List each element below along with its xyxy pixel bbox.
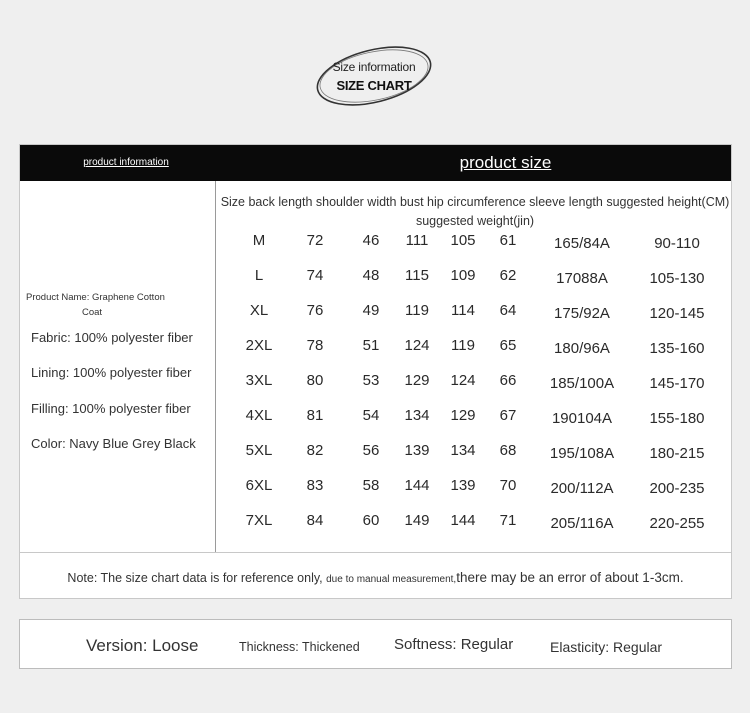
size-cell-shoulder-width: 58 bbox=[362, 477, 380, 494]
product-name bbox=[26, 290, 186, 320]
size-cell-shoulder-width: 49 bbox=[362, 302, 380, 319]
size-cell-shoulder-width: 60 bbox=[362, 512, 380, 529]
size-cell-back-length: 82 bbox=[306, 442, 324, 459]
product-name-line2: Coat bbox=[82, 307, 103, 318]
size-cell-height: 195/108A bbox=[549, 445, 615, 462]
size-cell-height: 17088A bbox=[556, 270, 608, 287]
size-cell-sleeve-length: 66 bbox=[499, 372, 517, 389]
size-cell-sleeve-length: 61 bbox=[499, 232, 517, 249]
size-cell-shoulder-width: 54 bbox=[362, 407, 380, 424]
size-cell-size: 5XL bbox=[245, 442, 273, 459]
size-cell-back-length: 81 bbox=[306, 407, 324, 424]
size-cell-weight: 200-235 bbox=[649, 480, 705, 497]
note-part2: due to manual measurement, bbox=[326, 574, 457, 585]
size-cell-height: 175/92A bbox=[554, 305, 610, 322]
size-cell-hip: 144 bbox=[450, 512, 476, 529]
size-cell-shoulder-width: 53 bbox=[362, 372, 380, 389]
size-cell-bust: 124 bbox=[404, 337, 430, 354]
size-cell-hip: 139 bbox=[450, 477, 476, 494]
softness-spec: Softness: Regular bbox=[394, 636, 514, 653]
size-cell-bust: 139 bbox=[404, 442, 430, 459]
note-part1: Note: The size chart data is for reference only, bbox=[67, 571, 327, 585]
size-cell-back-length: 74 bbox=[306, 267, 324, 284]
size-cell-bust: 119 bbox=[405, 302, 429, 319]
size-cell-weight: 90-110 bbox=[654, 235, 700, 252]
size-cell-sleeve-length: 67 bbox=[499, 407, 517, 424]
size-cell-size: 4XL bbox=[245, 407, 273, 424]
size-cell-back-length: 83 bbox=[306, 477, 324, 494]
product-size-heading: product size bbox=[459, 153, 552, 172]
size-cell-hip: 109 bbox=[450, 267, 476, 284]
size-cell-back-length: 72 bbox=[306, 232, 324, 249]
size-cell-weight: 220-255 bbox=[649, 515, 705, 532]
logo-ellipse-icon bbox=[312, 40, 436, 112]
size-cell-weight: 120-145 bbox=[649, 305, 705, 322]
size-cell-sleeve-length: 68 bbox=[499, 442, 517, 459]
size-cell-bust: 149 bbox=[404, 512, 430, 529]
size-cell-hip: 124 bbox=[450, 372, 476, 389]
size-cell-weight: 105-130 bbox=[649, 270, 705, 287]
size-cell-size: M bbox=[252, 232, 266, 249]
product-name-line1: Product Name: Graphene Cotton bbox=[26, 292, 165, 303]
size-cell-height: 165/84A bbox=[554, 235, 610, 252]
thickness-spec: Thickness: Thickened bbox=[239, 640, 360, 654]
size-cell-hip: 114 bbox=[451, 302, 475, 319]
size-chart-logo bbox=[312, 40, 436, 112]
note-divider bbox=[20, 552, 731, 553]
logo-line1: Size information bbox=[332, 60, 416, 74]
size-cell-bust: 111 bbox=[405, 232, 429, 249]
product-information-heading: product information bbox=[83, 157, 169, 168]
size-cell-shoulder-width: 51 bbox=[362, 337, 380, 354]
version-spec: Version: Loose bbox=[86, 636, 199, 655]
size-cell-bust: 144 bbox=[404, 477, 430, 494]
size-cell-back-length: 80 bbox=[306, 372, 324, 389]
product-specs bbox=[19, 619, 732, 669]
size-cell-size: 3XL bbox=[245, 372, 273, 389]
size-cell-shoulder-width: 46 bbox=[362, 232, 380, 249]
size-cell-size: 7XL bbox=[245, 512, 273, 529]
size-cell-hip: 129 bbox=[450, 407, 476, 424]
filling-info: Filling: 100% polyester fiber bbox=[31, 401, 191, 416]
size-cell-sleeve-length: 65 bbox=[499, 337, 517, 354]
size-cell-sleeve-length: 71 bbox=[499, 512, 517, 529]
size-cell-size: XL bbox=[249, 302, 269, 319]
elasticity-spec: Elasticity: Regular bbox=[550, 639, 663, 655]
size-cell-back-length: 78 bbox=[306, 337, 324, 354]
size-cell-hip: 119 bbox=[451, 337, 475, 354]
size-header-line1: Size back length shoulder width bust hip circumference sleeve length suggested height(CM) bbox=[220, 195, 730, 209]
size-cell-sleeve-length: 70 bbox=[499, 477, 517, 494]
size-cell-size: L bbox=[254, 267, 264, 284]
size-columns-header bbox=[220, 193, 730, 231]
size-cell-size: 6XL bbox=[245, 477, 273, 494]
note-part3: there may be an error of about 1-3cm. bbox=[456, 570, 684, 585]
measurement-note bbox=[20, 570, 731, 585]
size-chart-table bbox=[19, 144, 732, 599]
size-cell-height: 205/116A bbox=[550, 515, 614, 532]
size-cell-height: 180/96A bbox=[554, 340, 610, 357]
size-cell-shoulder-width: 48 bbox=[362, 267, 380, 284]
size-cell-weight: 180-215 bbox=[649, 445, 705, 462]
size-cell-back-length: 76 bbox=[306, 302, 324, 319]
size-cell-sleeve-length: 64 bbox=[499, 302, 517, 319]
size-cell-bust: 129 bbox=[404, 372, 430, 389]
size-cell-height: 190104A bbox=[551, 410, 613, 427]
lining-info: Lining: 100% polyester fiber bbox=[31, 365, 192, 380]
size-cell-hip: 134 bbox=[450, 442, 476, 459]
size-cell-height: 185/100A bbox=[549, 375, 615, 392]
size-cell-weight: 135-160 bbox=[649, 340, 705, 357]
size-cell-sleeve-length: 62 bbox=[499, 267, 517, 284]
size-cell-size: 2XL bbox=[245, 337, 273, 354]
size-cell-hip: 105 bbox=[450, 232, 476, 249]
logo-line2: SIZE CHART bbox=[336, 78, 412, 93]
size-cell-weight: 155-180 bbox=[649, 410, 705, 427]
size-cell-shoulder-width: 56 bbox=[362, 442, 380, 459]
size-cell-height: 200/112A bbox=[550, 480, 614, 497]
size-header-line2: suggested weight(jin) bbox=[415, 214, 535, 228]
size-cell-bust: 115 bbox=[405, 267, 429, 284]
size-cell-weight: 145-170 bbox=[649, 375, 705, 392]
fabric-info: Fabric: 100% polyester fiber bbox=[31, 330, 193, 345]
size-cell-bust: 134 bbox=[404, 407, 430, 424]
size-cell-back-length: 84 bbox=[306, 512, 324, 529]
color-info: Color: Navy Blue Grey Black bbox=[31, 436, 196, 451]
